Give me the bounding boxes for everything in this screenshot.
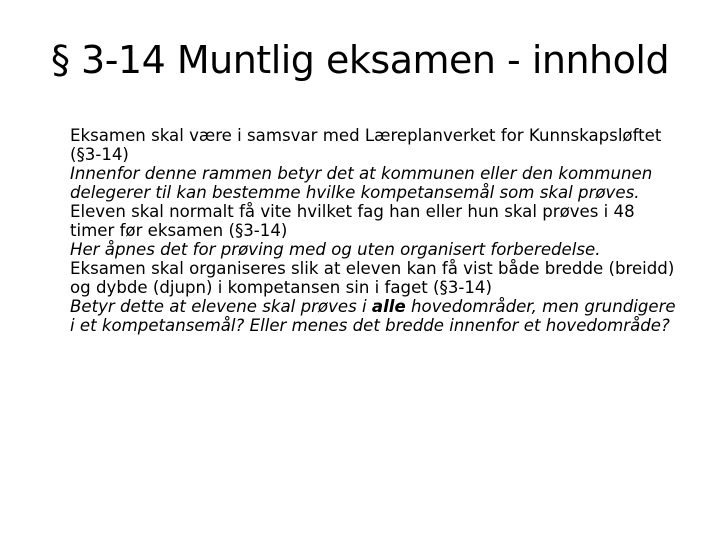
question-text-before: Betyr dette at elevene skal prøves i (70, 297, 372, 316)
paragraph-municipality-scope: Innenfor denne rammen betyr det at kommunen eller den kommunen delegerer til kan bestemme hvilke kompetansemål som skal prøves. (70, 164, 653, 202)
emphasis-all: alle (371, 297, 406, 316)
slide-title: § 3-14 Muntlig eksamen - innhold (50, 38, 670, 82)
paragraph-breadth-depth: Eksamen skal organiseres slik at eleven kan få vist både bredde (breidd) og dybde (djupn) i kompetansen sin i faget (§3-14) (70, 259, 675, 297)
slide-body (70, 126, 678, 335)
paragraph-question (70, 297, 678, 335)
question-text-after: hovedområder, men grundigere i et kompetansemål? Eller menes det bredde innenfor et hovedområde? (70, 297, 676, 335)
paragraph-notice-48-hours: Eleven skal normalt få vite hvilket fag han eller hun skal prøves i 48 timer før eksamen (§3-14) (70, 202, 635, 240)
paragraph-preparation: Her åpnes det for prøving med og uten organisert forberedelse. (70, 240, 601, 259)
paragraph-curriculum: Eksamen skal være i samsvar med Læreplanverket for Kunnskapsløftet (§3-14) (70, 126, 662, 164)
